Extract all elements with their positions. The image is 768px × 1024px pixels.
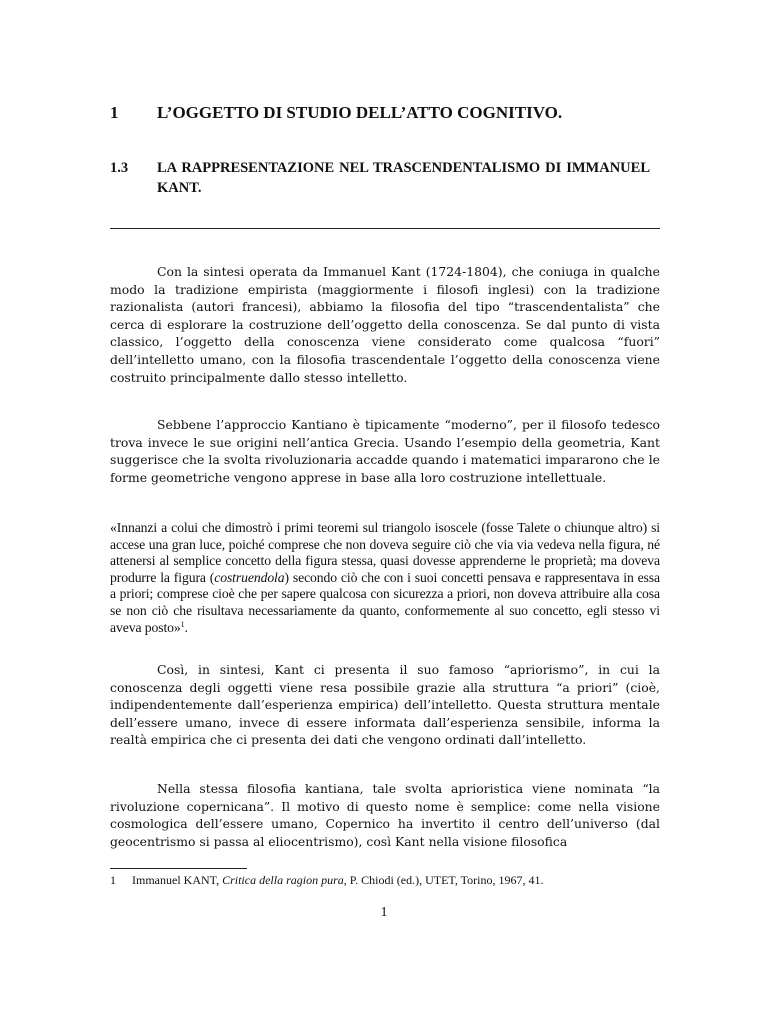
quote-text-start: «Innanzi a colui che dimostrò i primi teoremi sul triangolo isoscele (fosse Talete o chiunque altro) si accese una gran luce, poiché comprese che non doveva seguire ciò che via via vedeva nella figura, né attenersi al semplice concetto della figura stessa, quasi dovesse apprenderne le proprietà; ma doveva produrre la figura ( (110, 520, 660, 585)
footnote-reference[interactable]: 1 (180, 619, 185, 629)
heading-divider (110, 228, 660, 229)
footnote-author: Immanuel KANT, (132, 873, 223, 887)
paragraph-1: Con la sintesi operata da Immanuel Kant (1724-1804), che coniuga in qualche modo la tradizione empirista (maggiormente i filosofi inglesi) con la tradizione razionalista (autori francesi), abbiamo la filosofia del tipo “trascendentalista” che cerca di esplorare la costruzione dell’oggetto della conoscenza. Se dal punto di vista classico, l’oggetto della conoscenza viene considerato come qualcosa “fuori” dell’intelletto umano, con la filosofia trascendentale l’oggetto della conoscenza viene costruito principalmente dallo stesso intelletto. (110, 264, 660, 385)
paragraph-3: Così, in sintesi, Kant ci presenta il suo famoso “apriorismo”, in cui la conoscenza degli oggetti viene resa possibile grazie alla struttura “a priori” (cioè, indipendentemente dall’esperienza empirica) dell’intelletto. Questa struttura mentale dell’essere umano, invece di essere informata dall’esperienza sensibile, informa la realtà empirica che ci presenta dei dati che vengono ordinati dall’intelletto. (110, 662, 660, 748)
footnote-divider (110, 868, 247, 869)
footnote-book-title: Critica della ragion pura (222, 873, 344, 887)
section-title: LA RAPPRESENTAZIONE NEL TRASCENDENTALISMO DI IMMANUEL KANT. (157, 160, 650, 196)
block-quote (110, 520, 660, 636)
quote-text-end: ) secondo ciò che con i suoi concetti pensava e rappresentava in essa a priori; comprese cioè che per sapere qualcosa con sicurezza a priori, non doveva attribuire alla cosa se non ciò che risultava necessariamente da quanto, conformemente al suo concetto, egli stesso vi aveva posto» (110, 569, 660, 635)
paragraph-4: Nella stessa filosofia kantiana, tale svolta aprioristica viene nominata “la rivoluzione copernicana”. Il motivo di questo nome è semplice: come nella visione cosmologica dell’essere umano, Copernico ha invertito il centro dell’universo (dal geocentrismo si passa al eliocentrismo), così Kant nella visione filosofica (110, 781, 660, 849)
section-number: 1.3 (110, 160, 129, 176)
footnote (110, 873, 670, 888)
chapter-number: 1 (110, 103, 119, 122)
page-number: 1 (380, 905, 388, 920)
paragraph-2: Sebbene l’approccio Kantiano è tipicamente “moderno”, per il filosofo tedesco trova invece le sue origini nell’antica Grecia. Usando l’esempio della geometria, Kant suggerisce che la svolta rivoluzionaria accadde quando i matematici impararono che le forme geometriche vengono apprese in base alla loro costruzione intellettuale. (110, 417, 660, 485)
chapter-title: L’OGGETTO DI STUDIO DELL’ATTO COGNITIVO. (157, 103, 563, 122)
footnote-details: , P. Chiodi (ed.), UTET, Torino, 1967, 41. (343, 873, 544, 887)
quote-italic-word: costruendola (214, 569, 285, 585)
quote-period: . (184, 619, 188, 635)
footnote-number: 1 (110, 873, 116, 887)
